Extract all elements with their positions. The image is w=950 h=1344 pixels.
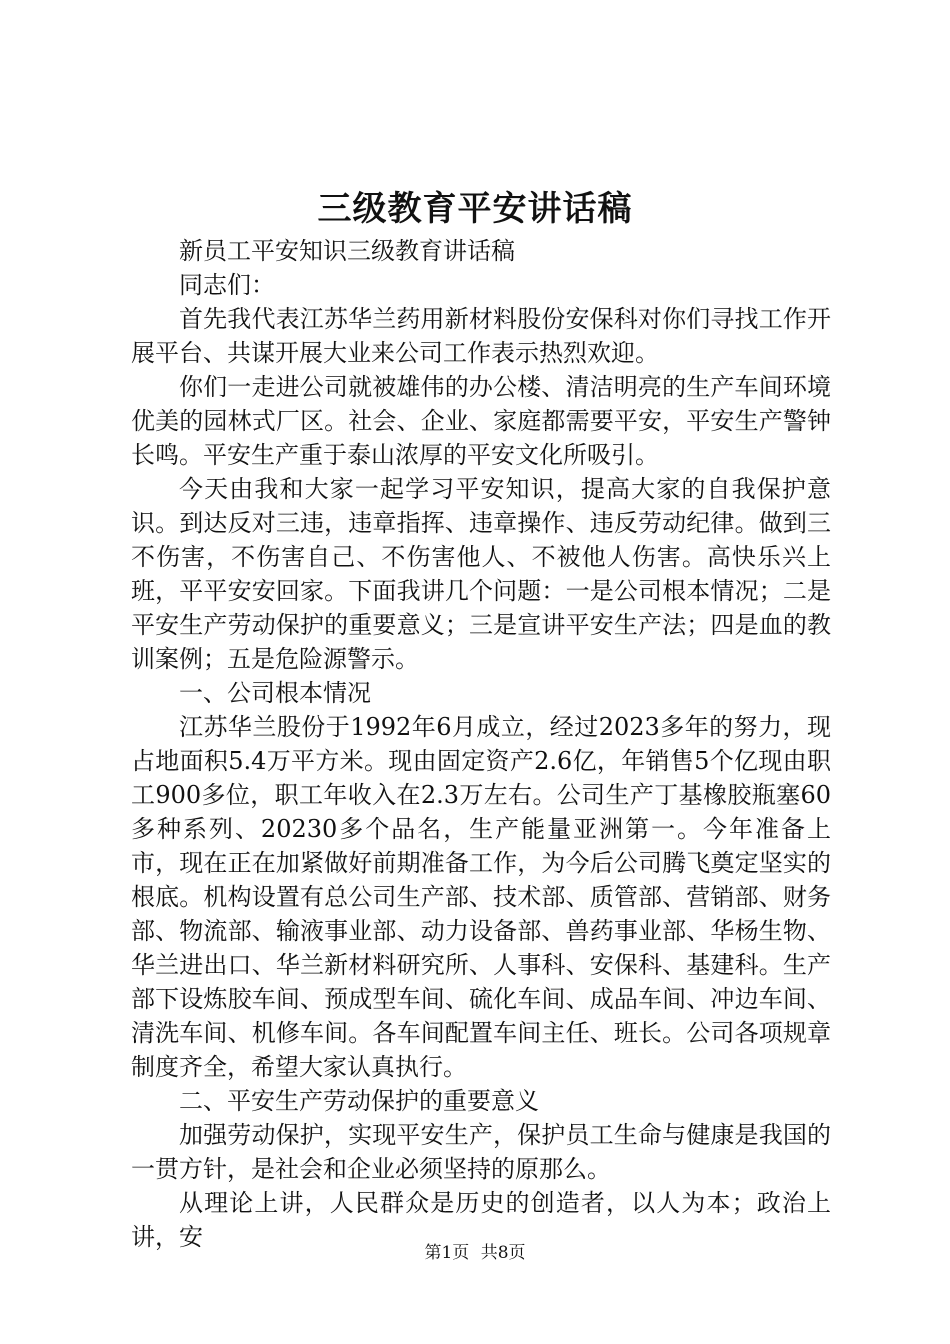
paragraph-welcome: 首先我代表江苏华兰药用新材料股份安保科对你们寻找工作开展平台、共谋开展大业来公司工作表示热烈欢迎。 xyxy=(131,305,831,367)
section-heading-company: 一、公司根本情况 xyxy=(179,679,371,707)
paragraph-impression: 你们一走进公司就被雄伟的办公楼、清洁明亮的生产车间环境优美的园林式厂区。社会、企业、家庭都需要平安，平安生产警钟长鸣。平安生产重于泰山浓厚的平安文化所吸引。 xyxy=(131,373,831,469)
paragraph-outline: 今天由我和大家一起学习平安知识，提高大家的自我保护意识。到达反对三违，违章指挥、违章操作、违反劳动纪律。做到三不伤害，不伤害自己、不伤害他人、不被他人伤害。高快乐兴上班，平平安安回家。下面我讲几个问题：一是公司根本情况；二是平安生产劳动保护的重要意义；三是宣讲平安生产法；四是血的教训案例；五是危险源警示。 xyxy=(131,475,831,673)
paragraph-subtitle: 新员工平安知识三级教育讲话稿 xyxy=(179,237,515,265)
paragraph-salutation: 同志们： xyxy=(179,271,275,299)
page-total: 共8页 xyxy=(480,1243,526,1263)
paragraph-company-info: 江苏华兰股份于1992年6月成立，经过2023多年的努力，现占地面积5.4万平方米。现由固定资产2.6亿，年销售5个亿现由职工900多位，职工年收入在2.3万左右。公司生产丁基橡胶瓶塞60多种系列、20230多个品名，生产能量亚洲第一。今年准备上市，现在正在加紧做好前期准备工作，为今后公司腾飞奠定坚实的根底。机构设置有总公司生产部、技术部、质管部、营销部、财务部、物流部、输液事业部、动力设备部、兽药事业部、华杨生物、华兰进出口、华兰新材料研究所、人事科、安保科、基建科。生产部下设炼胶车间、预成型车间、硫化车间、成品车间、冲边车间、清洗车间、机修车间。各车间配置车间主任、班长。公司各项规章制度齐全，希望大家认真执行。 xyxy=(131,713,831,1081)
paragraph-policy: 加强劳动保护，实现平安生产，保护员工生命与健康是我国的一贯方针，是社会和企业必须坚持的原那么。 xyxy=(131,1121,831,1183)
page-number: 第1页 xyxy=(424,1243,470,1263)
paragraph-theory: 从理论上讲，人民群众是历史的创造者，以人为本；政治上讲，安 xyxy=(131,1189,831,1251)
section-heading-significance: 二、平安生产劳动保护的重要意义 xyxy=(179,1087,539,1115)
page-footer xyxy=(0,1241,950,1265)
document-body xyxy=(131,234,831,1254)
document-title: 三级教育平安讲话稿 xyxy=(317,189,633,229)
